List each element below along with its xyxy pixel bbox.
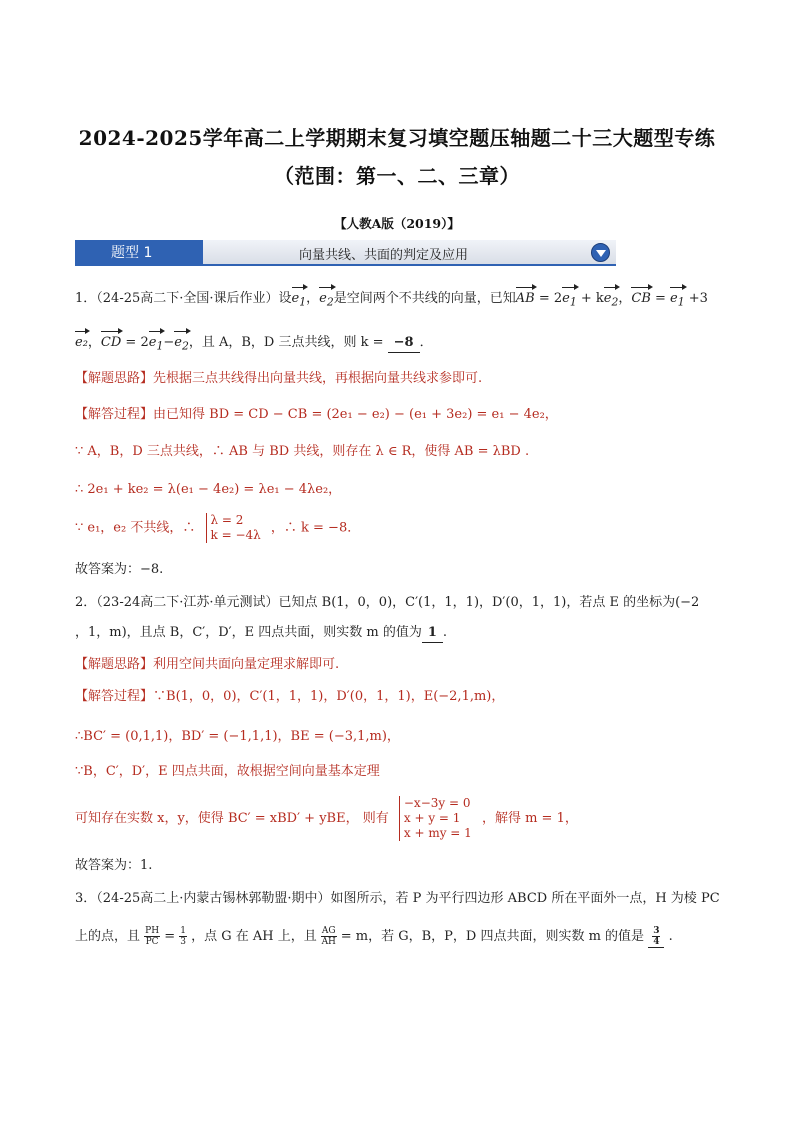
- q2-stem-line1: 2．（23-24高二下·江苏·单元测试）已知点 B(1，0，0)，C′(1，1，1)，D′(0，1，1)，若点 E 的坐标为(−2: [75, 595, 700, 610]
- q2-stem-line2: ，1，m)，且点 B，C′，D′，E 四点共面，则实数 m 的值为 1 .: [75, 624, 447, 643]
- q3-answer-blank: $\frac{3}{4}$: [648, 926, 664, 948]
- q3-frac-ag-ah: $\frac{AG}{AH}$: [321, 926, 336, 947]
- q1-answer-blank: −8: [388, 334, 420, 353]
- q1-stem-line1: 1．（24-25高二下·全国·课后作业）设$e_1$，$e_2$是空间两个不共线的向量，已知AB = $2e_1 + ke_2$，CB = $e_1 +3$: [75, 290, 708, 312]
- chevron-down-icon[interactable]: [591, 243, 610, 262]
- q2-answer-blank: 1: [422, 624, 443, 643]
- q3-stem-line2: 上的点，且 $\frac{PH}{PC}$ = $\frac{1}{3}$ ，点 G 在 AH 上，且 $\frac{AG}{AH} = m$，若 G，B，P，D 四点共面，则实数 m 的值是 $\frac{3}{4}$ .: [75, 926, 673, 947]
- q1-idea: 【解题思路】先根据三点共线得出向量共线，再根据向量共线求参即可.: [75, 371, 483, 386]
- q2-proc-line1: 【解答过程】∵B(1，0，0)，C′(1，1，1)，D′(0，1，1)，E(−2,1,m)，: [75, 689, 505, 704]
- q3-stem-line1: 3．（24-25高二上·内蒙古锡林郭勒盟·期中）如图所示，若 P 为平行四边形 ABCD 所在平面外一点，H 为棱 PC: [75, 891, 720, 906]
- edition-label: 【人教A版（2019）】: [334, 216, 460, 231]
- section-title-bar: [203, 240, 616, 266]
- q2-proc-line3: ∵B，C′，D′，E 四点共面，故根据空间向量基本定理: [75, 764, 380, 779]
- q2-final: 故答案为：1.: [75, 858, 153, 873]
- q2-proc-line4: 可知存在实数 x，y，使得 BC′ = xBD′ + yBE， 则有 −x−3y = 0 x + y = 1 x + my = 1 ，解得 m = 1，: [75, 796, 578, 840]
- q1-final: 故答案为：−8.: [75, 562, 164, 577]
- q1-proc-line3: ∴ 2e₁ + ke₂ = λ(e₁ − 4e₂) = λe₁ − 4λe₂，: [75, 482, 342, 497]
- q2-proc-line2: ∴BC′ = (0,1,1)，BD′ = (−1,1,1)，BE = (−3,1,m)，: [75, 729, 400, 744]
- page-subtitle: （范围：第一、二、三章）: [274, 164, 520, 188]
- q1-stem-line2: e₂，CD = $2e_1-e_2$，且 A，B，D 三点共线，则 k = −8 ．: [75, 334, 433, 356]
- q1-proc-line4: ∵ e₁，e₂ 不共线，∴ λ = 2 k = −4λ ，∴ k = −8．: [75, 513, 361, 542]
- section-banner: [75, 240, 616, 266]
- section-tag: 题型 1: [75, 240, 203, 266]
- q3-frac-ph-pc: $\frac{PH}{PC}$: [145, 926, 160, 947]
- q2-idea: 【解题思路】利用空间共面向量定理求解即可.: [75, 657, 340, 672]
- section-title: 向量共线、共面的判定及应用: [299, 248, 469, 263]
- q1-proc-line2: ∵ A，B，D 三点共线，∴ AB 与 BD 共线，则存在 λ ∈ R，使得 AB = λBD .: [75, 444, 530, 459]
- q3-frac-one-third: $\frac{1}{3}$: [180, 926, 186, 947]
- q1-proc-line1: 【解答过程】由已知得 BD = CD − CB = (2e₁ − e₂) − (e₁ + 3e₂) = e₁ − 4e₂，: [75, 407, 558, 422]
- page-title: 2024-2025学年高二上学期期末复习填空题压轴题二十三大题型专练: [78, 126, 716, 150]
